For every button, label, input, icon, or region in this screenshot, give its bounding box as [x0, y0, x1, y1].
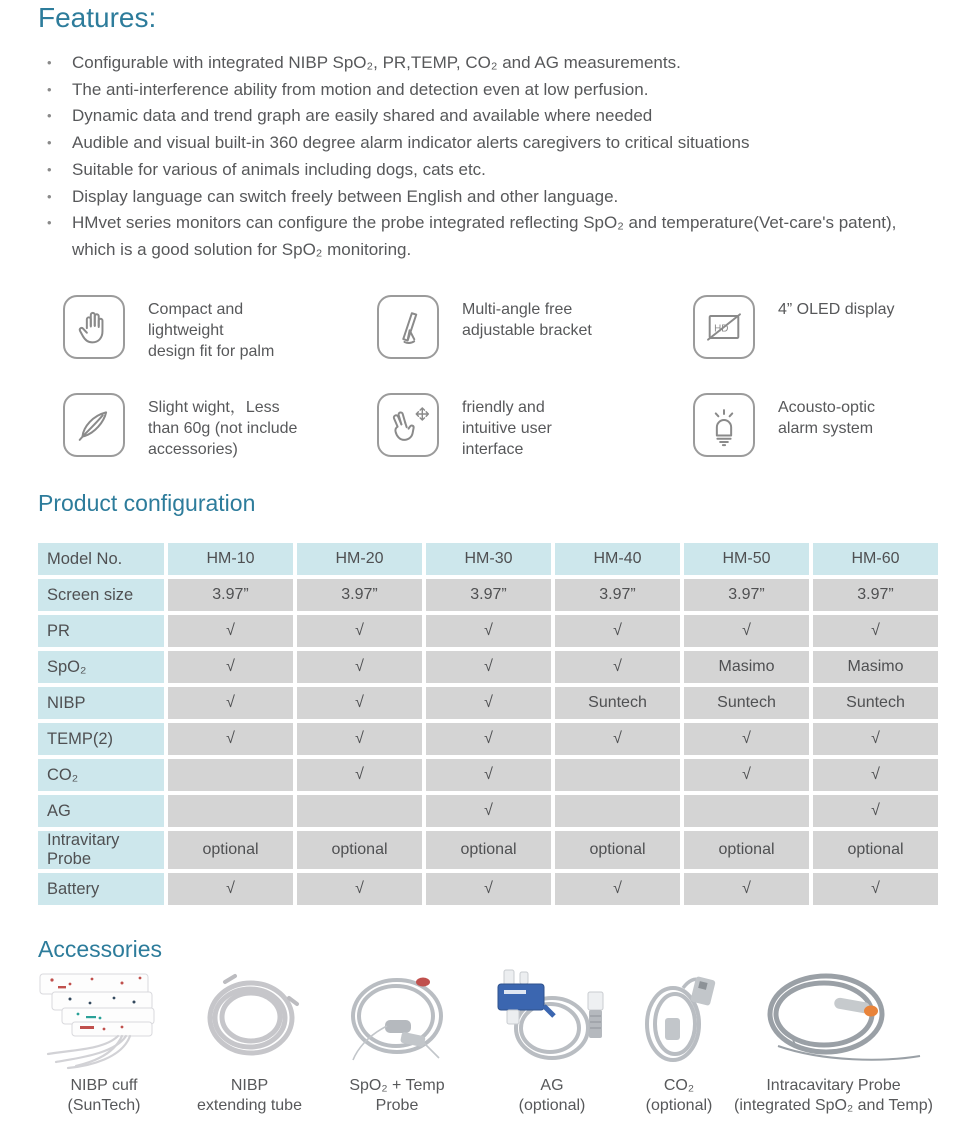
table-cell: 3.97”: [813, 579, 938, 611]
table-header-row: [38, 543, 938, 575]
table-row: [38, 831, 938, 869]
feature-card-display: [693, 295, 895, 362]
table-row: [38, 651, 938, 683]
table-cell: √: [426, 687, 551, 719]
feature-card-label: Compact and lightweight design fit for palm: [148, 301, 275, 360]
feature-card-label: Slight wight，Less than 60g (not include accessories): [148, 399, 298, 458]
table-cell: √: [426, 615, 551, 647]
table-cell: √: [426, 651, 551, 683]
column-header: HM-30: [426, 543, 551, 575]
feature-card-label: Acousto-optic alarm system: [778, 399, 875, 437]
touch-gesture-icon: [377, 393, 439, 457]
features-heading: Features:: [38, 2, 157, 33]
table-cell: optional: [813, 831, 938, 869]
table-cell: √: [555, 615, 680, 647]
feature-text: Dynamic data and trend graph are easily shared and available where needed: [72, 106, 653, 126]
row-label: Intravitary Probe: [38, 831, 164, 869]
feature-card-label: Multi-angle free adjustable bracket: [462, 301, 592, 339]
bullet-icon: •: [47, 108, 52, 124]
table-row: [38, 687, 938, 719]
table-cell: optional: [168, 831, 293, 869]
list-item: [40, 157, 924, 184]
row-label: Model No.: [38, 543, 164, 575]
feature-text: Suitable for various of animals including dogs, cats etc.: [72, 159, 486, 179]
column-header: HM-10: [168, 543, 293, 575]
table-cell: √: [426, 795, 551, 827]
table-cell: optional: [297, 831, 422, 869]
spo2-temp-probe-image: [327, 966, 467, 1072]
table-cell: [555, 759, 680, 791]
list-item: [40, 184, 924, 211]
table-cell: √: [813, 873, 938, 905]
bullet-icon: •: [47, 135, 52, 151]
accessory-co2-module: [631, 966, 727, 1116]
product-configuration-table: [34, 539, 942, 909]
accessories-row: [30, 966, 940, 1116]
bullet-icon: •: [47, 161, 52, 177]
row-label: NIBP: [38, 687, 164, 719]
feature-card-alarm: [693, 393, 895, 460]
table-cell: √: [555, 873, 680, 905]
table-row: [38, 615, 938, 647]
column-header: HM-50: [684, 543, 809, 575]
table-cell: √: [297, 615, 422, 647]
accessories-heading: Accessories: [38, 936, 162, 962]
table-cell: Suntech: [684, 687, 809, 719]
table-cell: optional: [426, 831, 551, 869]
table-cell: √: [297, 759, 422, 791]
table-cell: √: [168, 615, 293, 647]
feature-text: HMvet series monitors can configure the probe integrated reflecting SpO₂ and temperature(Vet-care's patent), which is a good solution for SpO₂ monitoring.: [72, 213, 897, 259]
table-row: [38, 873, 938, 905]
table-cell: √: [813, 759, 938, 791]
table-cell: [168, 759, 293, 791]
table-cell: [555, 795, 680, 827]
product-configuration-heading: Product configuration: [38, 490, 256, 516]
feature-card-interface: [377, 393, 693, 460]
table-cell: 3.97”: [684, 579, 809, 611]
table-cell: √: [426, 723, 551, 755]
list-item: [40, 103, 924, 130]
table-cell: √: [168, 687, 293, 719]
accessory-intracavitary-probe: [727, 966, 940, 1116]
table-cell: [168, 795, 293, 827]
table-cell: √: [426, 873, 551, 905]
nibp-cuff-image: [30, 966, 178, 1072]
feature-text: Configurable with integrated NIBP SpO₂, PR,TEMP, CO₂ and AG measurements.: [72, 53, 681, 72]
hd-display-icon: [693, 295, 755, 359]
table-cell: √: [297, 723, 422, 755]
column-header: HM-20: [297, 543, 422, 575]
bracket-icon: [377, 295, 439, 359]
feature-card-label: 4” OLED display: [778, 301, 895, 318]
table-cell: Suntech: [555, 687, 680, 719]
table-cell: [297, 795, 422, 827]
accessory-nibp-cuff: [30, 966, 178, 1116]
table-cell: √: [297, 687, 422, 719]
ag-module-image: [490, 966, 615, 1072]
feature-text: Display language can switch freely between English and other language.: [72, 186, 619, 206]
accessory-label: CO₂ (optional): [645, 1077, 713, 1114]
row-label: CO₂: [38, 759, 164, 791]
table-row: [38, 795, 938, 827]
intracavitary-probe-image: [734, 966, 934, 1072]
table-cell: 3.97”: [168, 579, 293, 611]
feature-card-label: friendly and intuitive user interface: [462, 399, 552, 458]
list-item: [40, 77, 924, 104]
feature-card-weight: [63, 393, 377, 460]
table-cell: Masimo: [813, 651, 938, 683]
accessory-label: AG (optional): [518, 1077, 586, 1114]
table-cell: √: [168, 723, 293, 755]
palm-icon: [63, 295, 125, 359]
accessory-label: NIBP cuff (SunTech): [67, 1077, 141, 1114]
table-cell: √: [684, 873, 809, 905]
table-cell: √: [684, 615, 809, 647]
accessory-spo2-temp-probe: [321, 966, 473, 1116]
list-item: [40, 210, 924, 263]
table-row: [38, 579, 938, 611]
accessory-label: SpO₂ + Temp Probe: [349, 1077, 445, 1114]
table-cell: 3.97”: [297, 579, 422, 611]
accessory-label: NIBP extending tube: [197, 1077, 302, 1114]
column-header: HM-40: [555, 543, 680, 575]
table-cell: √: [426, 759, 551, 791]
row-label: TEMP(2): [38, 723, 164, 755]
table-cell: √: [168, 651, 293, 683]
table-cell: optional: [684, 831, 809, 869]
nibp-tube-image: [185, 966, 315, 1072]
table-cell: Suntech: [813, 687, 938, 719]
table-cell: √: [555, 723, 680, 755]
features-list: [40, 50, 924, 264]
bullet-icon: •: [47, 55, 52, 70]
table-row: [38, 759, 938, 791]
row-label: PR: [38, 615, 164, 647]
list-item: [40, 50, 924, 77]
table-cell: √: [684, 723, 809, 755]
feather-icon: [63, 393, 125, 457]
accessory-ag-module: [473, 966, 631, 1116]
column-header: HM-60: [813, 543, 938, 575]
bullet-icon: •: [47, 81, 52, 97]
feature-icon-grid: [63, 295, 895, 460]
table-cell: √: [813, 615, 938, 647]
feature-text: The anti-interference ability from motion and detection even at low perfusion.: [72, 79, 649, 99]
row-label: AG: [38, 795, 164, 827]
row-label: Screen size: [38, 579, 164, 611]
table-cell: √: [297, 651, 422, 683]
table-cell: √: [168, 873, 293, 905]
row-label: SpO₂: [38, 651, 164, 683]
table-row: [38, 723, 938, 755]
table-cell: 3.97”: [555, 579, 680, 611]
co2-module-image: [631, 966, 727, 1072]
bullet-icon: •: [47, 215, 52, 231]
feature-card-compact: [63, 295, 377, 362]
row-label: Battery: [38, 873, 164, 905]
feature-text: Audible and visual built-in 360 degree alarm indicator alerts caregivers to critical situations: [72, 133, 750, 153]
table-cell: [684, 795, 809, 827]
bullet-icon: •: [47, 188, 52, 204]
table-cell: optional: [555, 831, 680, 869]
table-cell: √: [684, 759, 809, 791]
list-item: [40, 130, 924, 157]
accessory-label: Intracavitary Probe (integrated SpO₂ and Temp): [734, 1077, 933, 1114]
feature-card-bracket: [377, 295, 693, 362]
table-cell: √: [297, 873, 422, 905]
table-cell: √: [555, 651, 680, 683]
table-cell: Masimo: [684, 651, 809, 683]
table-cell: √: [813, 723, 938, 755]
accessory-nibp-tube: [178, 966, 321, 1116]
table-cell: √: [813, 795, 938, 827]
table-cell: 3.97”: [426, 579, 551, 611]
hd-icon-label: HD: [714, 323, 729, 335]
alarm-lamp-icon: [693, 393, 755, 457]
